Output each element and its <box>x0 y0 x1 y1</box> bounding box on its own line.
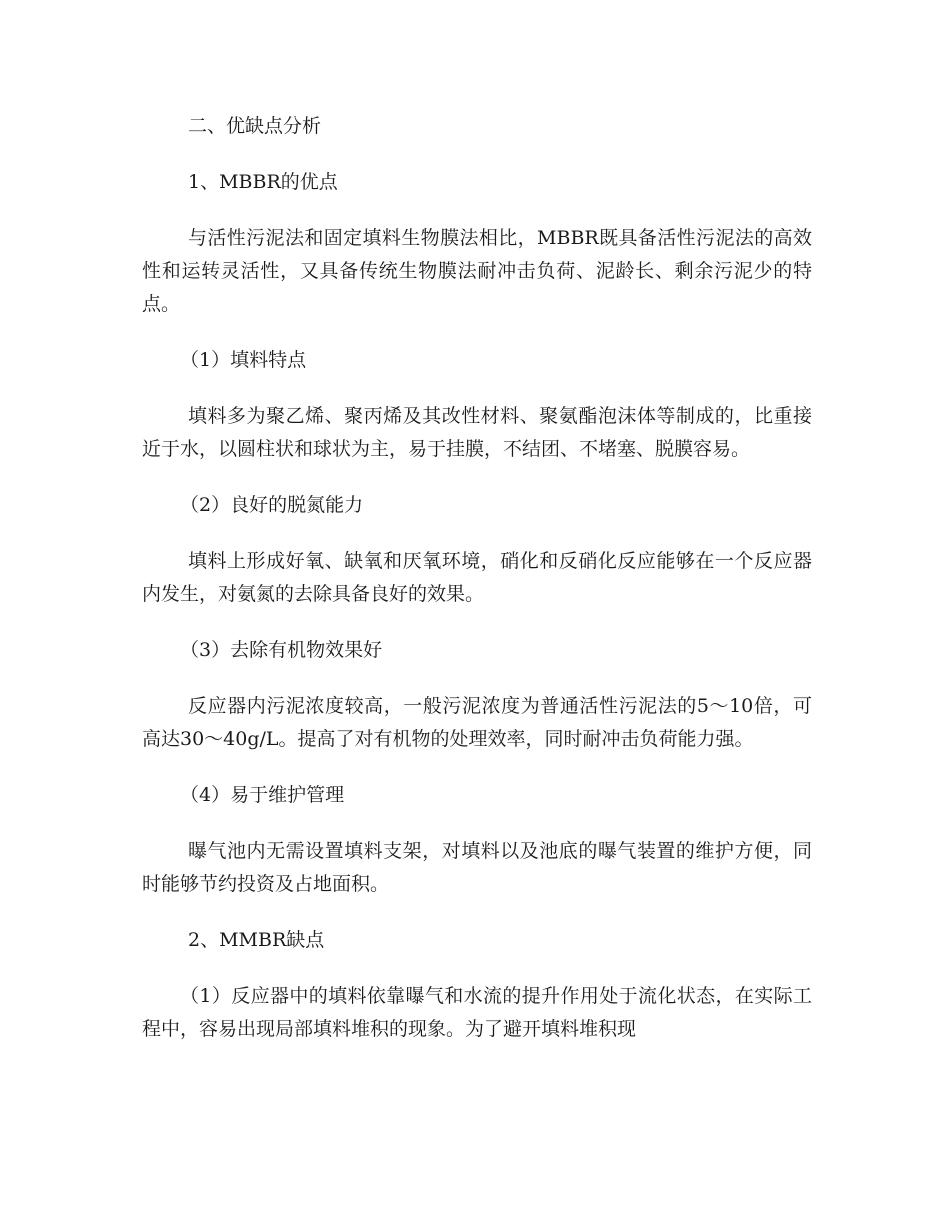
advantage-text-2: 填料上形成好氧、缺氧和厌氧环境，硝化和反硝化反应能够在一个反应器内发生，对氨氮的去除具备良好的效果。 <box>142 550 812 605</box>
advantage-text-3: 反应器内污泥浓度较高，一般污泥浓度为普通活性污泥法的5～10倍，可高达30～40g/L。提高了对有机物的处理效率，同时耐冲击负荷能力强。 <box>142 695 812 750</box>
advantage-title-4: （4）易于维护管理 <box>180 784 345 806</box>
document-body <box>142 110 812 1069</box>
advantage-title-2: （2）良好的脱氮能力 <box>180 494 364 516</box>
advantages-intro: 与活性污泥法和固定填料生物膜法相比，MBBR既具备活性污泥法的高效性和运转灵活性，又具备传统生物膜法耐冲击负荷、泥龄长、剩余污泥少的特点。 <box>142 227 812 315</box>
advantage-title-3: （3）去除有机物效果好 <box>180 639 383 661</box>
advantage-text-1: 填料多为聚乙烯、聚丙烯及其改性材料、聚氨酯泡沫体等制成的，比重接近于水，以圆柱状和球状为主，易于挂膜，不结团、不堵塞、脱膜容易。 <box>142 405 812 460</box>
section-title: 二、优缺点分析 <box>188 115 322 137</box>
disadvantage-text-1: （1）反应器中的填料依靠曝气和水流的提升作用处于流化状态，在实际工程中，容易出现局部填料堆积的现象。为了避开填料堆积现 <box>142 985 812 1040</box>
disadvantages-heading: 2、MMBR缺点 <box>188 929 325 951</box>
advantage-title-1: （1）填料特点 <box>180 349 307 371</box>
advantage-text-4: 曝气池内无需设置填料支架，对填料以及池底的曝气装置的维护方便，同时能够节约投资及占地面积。 <box>142 840 812 895</box>
advantages-heading: 1、MBBR的优点 <box>188 171 338 193</box>
